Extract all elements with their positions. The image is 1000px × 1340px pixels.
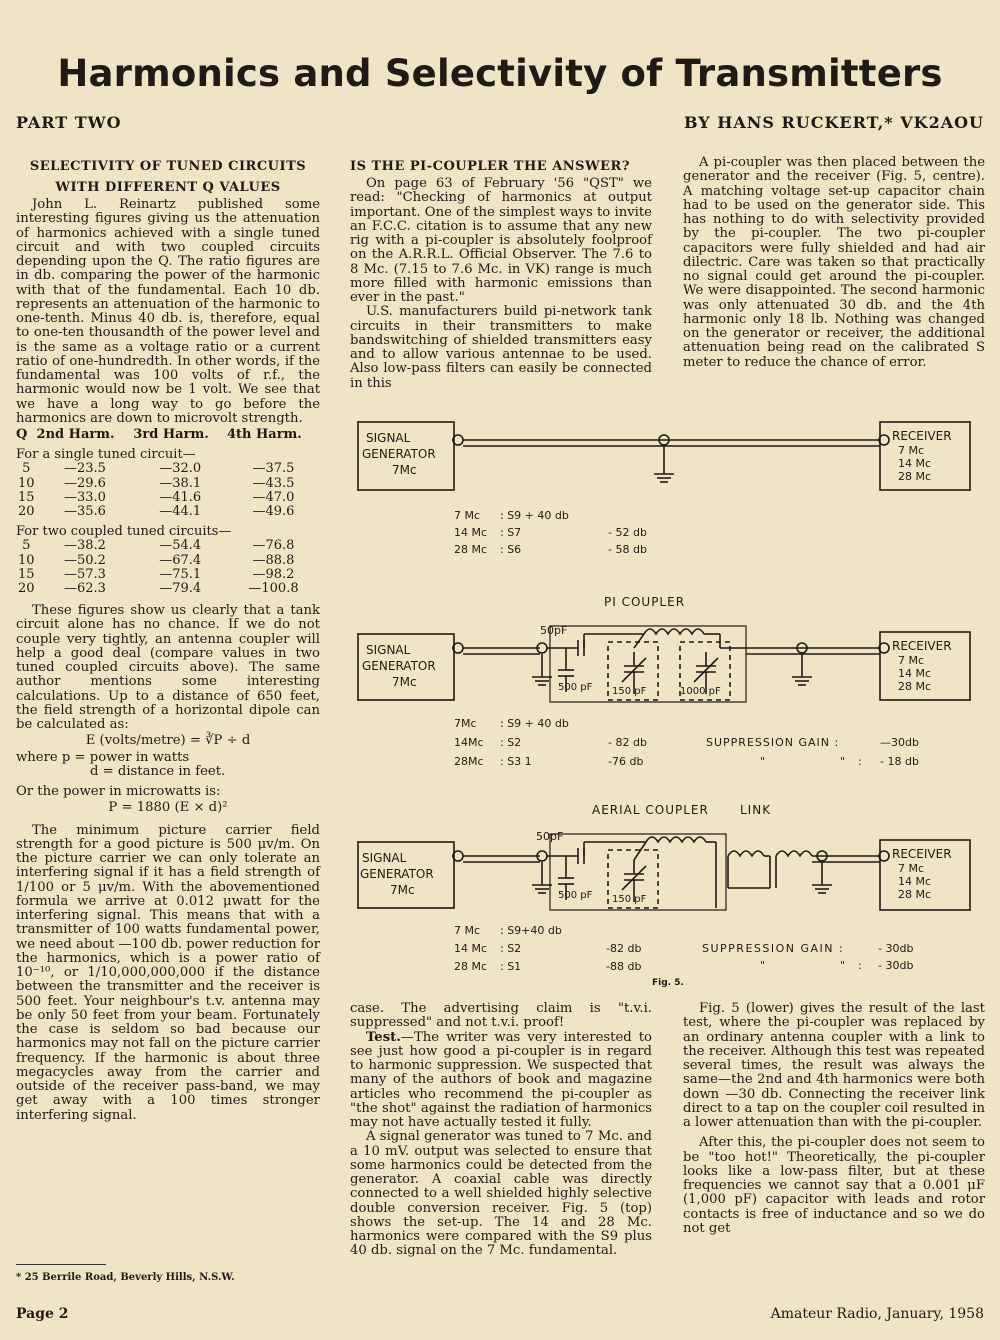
column-1 [16, 156, 320, 1123]
table-row [16, 539, 320, 553]
table-cell: —23.5 [63, 461, 106, 477]
table-cell: —44.1 [159, 504, 202, 520]
table-cell: —67.4 [159, 552, 202, 568]
generator-freq: 7Mc [390, 883, 415, 897]
table-cell: —43.5 [252, 475, 295, 491]
table-cell: —75.1 [159, 566, 202, 582]
table-cell: —32.0 [159, 461, 202, 477]
reading-s: : S7 [500, 526, 522, 539]
section-subheading: WITH DIFFERENT Q VALUES [55, 180, 281, 195]
cap-150pf-label: 150 pF [612, 894, 647, 905]
paragraph: Fig. 5 (lower) gives the result of the last test, where the pi-coupler was replaced by an ordinary antenna coupler with a link to the receiver. Although this test was repeated several times, the result was always the same—the 2nd and 4th harmonics were both down —30 db. Connecting the receiver link direct to a tap on the coupler coil resulted in a lower attenuation than with the pi-coupler. [683, 1001, 985, 1130]
table-row [16, 491, 320, 505]
reading-s: : S2 [500, 736, 522, 749]
page-title: Harmonics and Selectivity of Transmitters [57, 52, 943, 95]
cap-500pf-label: 500 pF [558, 682, 593, 693]
column-2-bottom [350, 1002, 652, 1259]
table-cell: 10 [18, 552, 35, 568]
paragraph-text: —The writer was very interested to see just how good a pi-coupler is in regard to harmonic suppression. We suspected that many of the authors of book and magazine articles who recommend the pi-coupler as "the shot" against the radiation of harmonics may not have actually tested it fully. [350, 1029, 652, 1130]
table-cell: —33.0 [63, 489, 106, 505]
section-heading: SELECTIVITY OF TUNED CIRCUITS [29, 159, 307, 174]
suppression-label: SUPPRESSION GAIN : [706, 736, 840, 749]
table-cell: 5 [22, 538, 31, 554]
formula: P = 1880 (E × d)² [108, 800, 228, 816]
table-cell: —98.2 [252, 566, 295, 582]
receiver-freq: 7 Mc [898, 862, 925, 875]
table-row [16, 462, 320, 476]
column-3-top [683, 156, 985, 370]
table-header-row [16, 428, 320, 442]
receiver-freq: 7 Mc [898, 444, 925, 457]
paragraph: John L. Reinartz published some interesting figures giving us the attenuation of harmonics achieved with a single tuned circuit and with two coupled circuits depending upon the Q. The ratio figures are in db. comparing the power of the harmonic with that of the fundamental. Each 10 db. represents an attenuation of the harmonic to one-tenth. Minus 40 db. is, therefore, equal to one-ten thousandth of the power level and is the same as a voltage ratio or a current ratio of one-hundredth. In other words, if the fundamental was 100 volts of r.f., the harmonic would now be 1 volt. We see that we have a long way to go before the harmonics are down to microvolt strength. [16, 197, 320, 426]
receiver-freq: 7 Mc [898, 654, 925, 667]
column-2-top [350, 156, 652, 391]
group-label: For a single tuned circuit— [16, 447, 196, 463]
cap-1000pf-label: 1000 pF [680, 686, 721, 697]
magazine-credit: Amateur Radio, January, 1958 [770, 1306, 984, 1322]
generator-label: SIGNAL [366, 431, 411, 445]
table-cell: —62.3 [63, 581, 106, 597]
table-cell: 15 [18, 489, 35, 505]
reading-s: : S1 [500, 960, 522, 973]
paragraph: case. The advertising claim is "t.v.i. suppressed" and not t.v.i. proof! [350, 1001, 652, 1031]
table-cell: —35.6 [63, 504, 106, 520]
table-cell: —37.5 [252, 461, 295, 477]
generator-label: SIGNAL [362, 851, 407, 865]
reading-db: - 52 db [608, 526, 647, 539]
formula: E (volts/metre) = ∛P ÷ d [85, 733, 251, 749]
formula-where: where p = power in watts [16, 749, 190, 765]
table-row [16, 568, 320, 582]
suppression-value: - 18 db [880, 755, 919, 768]
ditto-colon: : [858, 959, 862, 972]
run-in-heading: Test. [366, 1029, 401, 1045]
reading-s: : S3 1 [500, 755, 532, 768]
table-cell: —79.4 [159, 581, 202, 597]
reading-db: -76 db [608, 755, 644, 768]
reading-s: : S9+40 db [500, 924, 562, 937]
paragraph: The minimum picture carrier field strength for a good picture is 500 μv/m. On the picture carrier we can only tolerate an interfering signal if it has a field strength of 1/100 or 5 μv/m. With the abovementioned formula we arrive at 0.012 μwatt for the interfering signal. This means that with a transmitter of 100 watts fundamental power, we need about —100 db. power reduction for the harmonics, which is a power ratio of 10⁻¹⁰, or 1/10,000,000,000 if the distance between the transmitter and the receiver is 500 feet. Your neighbour's t.v. antenna may be only 50 feet from your beam. Fortunately the case is seldom so bad because our harmonics may not fall on the picture carrier frequency. If the harmonic is about three megacycles away from the carrier and outside of the receiver pass-band, we may get away with a 100 times stronger interfering signal. [16, 822, 320, 1123]
reading-freq: 14 Mc [454, 526, 488, 539]
reading-db: -82 db [606, 942, 642, 955]
reading-db: - 58 db [608, 543, 647, 556]
table-cell: —38.2 [63, 538, 106, 554]
pi-coupler-title: PI COUPLER [604, 595, 686, 609]
cap-500pf-label: 500 pF [558, 890, 593, 901]
reading-freq: 14Mc [454, 736, 484, 749]
reading-freq: 14 Mc [454, 942, 488, 955]
pi-coupler-setup [358, 595, 970, 768]
ditto-mark: " [840, 755, 846, 768]
footnote: * 25 Berrile Road, Beverly Hills, N.S.W. [16, 1272, 235, 1283]
table-cell: —49.6 [252, 504, 295, 520]
cap-50pf-label: 50pF [536, 830, 564, 843]
header-3rd: 3rd Harm. [133, 427, 209, 442]
paragraph: Or the power in microwatts is: [16, 784, 221, 800]
paragraph: These figures show us clearly that a tank circuit alone has no chance. If we do not couple very tightly, an antenna coupler will help a good deal (compare values in two tuned coupled circuits above). The same author mentions some interesting calculations. Up to a distance of 650 feet, the field strength of a horizontal dipole can be calculated as: [16, 603, 320, 733]
figure-5-diagram [350, 412, 986, 992]
reading-freq: 7Mc [454, 717, 477, 730]
ditto-mark: " [760, 959, 766, 972]
receiver-freq: 28 Mc [898, 888, 932, 901]
reading-freq: 7 Mc [454, 924, 481, 937]
paragraph [350, 1031, 652, 1131]
receiver-freq: 14 Mc [898, 457, 932, 470]
ditto-mark: " [760, 755, 766, 768]
table-cell: —76.8 [252, 538, 295, 554]
table-cell: —88.8 [252, 552, 295, 568]
table-cell: —41.6 [159, 489, 202, 505]
table-cell: 20 [18, 504, 35, 520]
table-cell: —50.2 [63, 552, 106, 568]
receiver-freq: 14 Mc [898, 875, 932, 888]
reading-s: : S6 [500, 543, 522, 556]
generator-label: GENERATOR [362, 447, 436, 461]
reading-s: : S9 + 40 db [500, 717, 569, 730]
group-label: For two coupled tuned circuits— [16, 524, 232, 540]
paragraph: A pi-coupler was then placed between the generator and the receiver (Fig. 5, centre). A matching voltage set-up capacitor chain had to be used on the generator side. This has nothing to do with selectivity provided by the pi-coupler. The two pi-coupler capacitors were fully shielded and had air dilectric. Care was taken so that practically no signal could get around the pi-coupler. We were disappointed. The second harmonic was only attenuated 30 db. and the 4th harmonic only 18 lb. Nothing was changed on the generator or receiver, the additional attenuation being read on the calibrated S meter to reduce the chance of error. [683, 155, 985, 370]
header-2nd: 2nd Harm. [36, 427, 115, 442]
table-cell: 10 [18, 475, 35, 491]
table-cell: 20 [18, 581, 35, 597]
table-cell: —47.0 [252, 489, 295, 505]
formula-where: d = distance in feet. [90, 763, 226, 779]
byline: BY HANS RUCKERT,* VK2AOU [683, 113, 984, 132]
ditto-colon: : [858, 755, 862, 768]
ditto-mark: " [840, 959, 846, 972]
table-cell: —29.6 [63, 475, 106, 491]
suppression-label: SUPPRESSION GAIN : [702, 942, 845, 955]
header-q: Q [16, 427, 28, 442]
paragraph: On page 63 of February '56 "QST" we read: "Checking of harmonics at output important. One of the simplest ways to invite an F.C.C. citation is to assume that any new rig with a pi-coupler is absolutely foolproof on the A.R.R.L. Official Observer. The 7.6 to 8 Mc. (7.15 to 7.6 Mc. in VK) range is much more filled with harmonic emissions than ever in the past." [350, 176, 652, 305]
page-number: Page 2 [16, 1306, 69, 1322]
reading-db: -88 db [606, 960, 642, 973]
receiver-label: RECEIVER [892, 429, 952, 443]
column-3-bottom [683, 1002, 985, 1236]
cap-150pf-label: 150 pF [612, 686, 647, 697]
receiver-label: RECEIVER [892, 847, 952, 861]
cap-50pf-label: 50pF [540, 624, 568, 637]
figure-caption: Fig. 5. [652, 978, 684, 988]
receiver-label: RECEIVER [892, 639, 952, 653]
paragraph: A signal generator was tuned to 7 Mc. and a 10 mV. output was selected to ensure that some harmonics could be detected from the generator. A coaxial cable was directly connected to a well shielded highly selective double conversion receiver. Fig. 5 (top) shows the set-up. The 14 and 28 Mc. harmonics were compared with the S9 plus 40 db. signal on the 7 Mc. fundamental. [350, 1129, 652, 1259]
paragraph: U.S. manufacturers build pi-network tank circuits in their transmitters to make bandswitching of shielded transmitters easy and to allow various antennae to be used. Also low-pass filters can easily be connected in this [350, 304, 652, 391]
aerial-coupler-title: AERIAL COUPLER [592, 803, 709, 817]
generator-freq: 7Mc [392, 675, 417, 689]
generator-label: GENERATOR [360, 867, 434, 881]
suppression-value: - 30db [878, 942, 914, 955]
generator-label: GENERATOR [362, 659, 436, 673]
top-setup [358, 422, 970, 556]
part-label: PART TWO [16, 113, 122, 132]
table-cell: —38.1 [159, 475, 202, 491]
receiver-freq: 28 Mc [898, 680, 932, 693]
aerial-coupler-setup [358, 803, 970, 988]
link-title: LINK [740, 803, 772, 817]
table-cell: —100.8 [248, 581, 299, 597]
reading-freq: 28 Mc [454, 960, 488, 973]
table-cell: —54.4 [159, 538, 202, 554]
table-row [16, 582, 320, 596]
table-row [16, 554, 320, 568]
reading-s: : S9 + 40 db [500, 509, 569, 522]
q-table [16, 428, 320, 596]
reading-freq: 28 Mc [454, 543, 488, 556]
paragraph: After this, the pi-coupler does not seem to be "too hot!" Theoretically, the pi-coupler looks like a low-pass filter, but at these frequencies we cannot say that a 0.001 μF (1,000 pF) capacitor with leads and rotor contacts is free of inductance and so we do not get [683, 1135, 985, 1236]
table-cell: 5 [22, 461, 31, 477]
generator-label: SIGNAL [366, 643, 411, 657]
reading-freq: 28Mc [454, 755, 484, 768]
table-cell: —57.3 [63, 566, 106, 582]
generator-freq: 7Mc [392, 463, 417, 477]
footnote-rule [16, 1264, 106, 1265]
table-cell: 15 [18, 566, 35, 582]
suppression-value: —30db [880, 736, 919, 749]
receiver-freq: 14 Mc [898, 667, 932, 680]
header-4th: 4th Harm. [226, 427, 302, 442]
table-row [16, 477, 320, 491]
reading-s: : S2 [500, 942, 522, 955]
suppression-value: - 30db [878, 959, 914, 972]
reading-freq: 7 Mc [454, 509, 481, 522]
table-row [16, 505, 320, 519]
section-heading: IS THE PI-COUPLER THE ANSWER? [350, 159, 630, 174]
reading-db: - 82 db [608, 736, 647, 749]
receiver-freq: 28 Mc [898, 470, 932, 483]
